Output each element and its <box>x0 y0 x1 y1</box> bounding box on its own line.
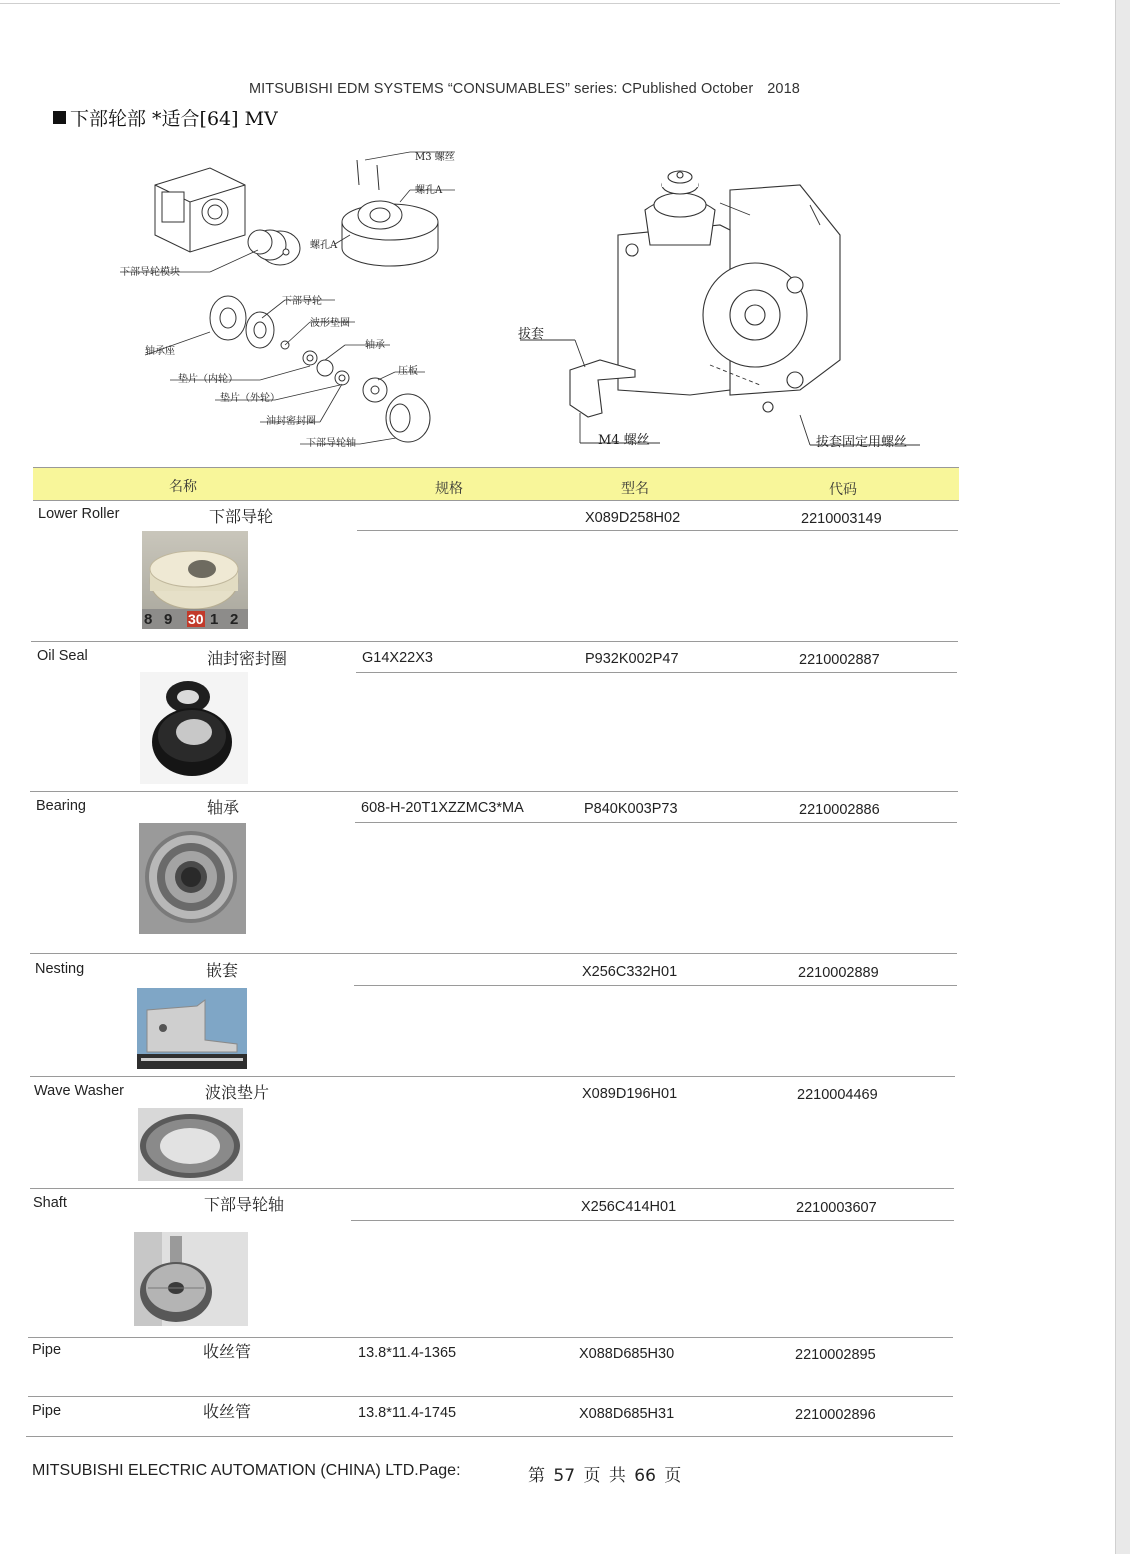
label-screw-hole-a-2: 螺孔A <box>310 240 338 251</box>
row-chinese-name: 油封密封圈 <box>207 649 288 668</box>
row-chinese-name: 下部导轮 <box>209 507 274 526</box>
label-nesting: 拔套 <box>518 327 545 342</box>
ruler-mark-1: 1 <box>210 611 219 628</box>
ruler-mark-30: 30 <box>188 611 204 627</box>
row-divider <box>355 822 957 823</box>
wave-washer-photo <box>138 1108 243 1181</box>
label-lower-roller: 下部导轮 <box>282 296 322 307</box>
row-chinese-name: 收丝管 <box>203 1342 252 1361</box>
row-model: P840K003P73 <box>584 801 678 817</box>
row-model: P932K002P47 <box>585 651 679 667</box>
row-english-name: Nesting <box>35 961 85 977</box>
row-model: X089D258H02 <box>585 510 681 526</box>
row-code: 2210004469 <box>797 1087 878 1103</box>
row-code: 2210002895 <box>795 1347 876 1363</box>
shaft-photo <box>134 1232 248 1326</box>
label-spacer-inner: 垫片（内轮） <box>178 374 238 385</box>
section-title <box>53 104 278 131</box>
row-divider <box>356 672 957 673</box>
label-bearing-seat: 轴承座 <box>145 346 175 357</box>
row-divider <box>26 1436 953 1437</box>
scan-edge <box>1115 0 1130 1554</box>
row-spec: 13.8*11.4-1745 <box>358 1405 457 1421</box>
label-bearing: 轴承 <box>365 340 385 351</box>
row-english-name: Bearing <box>36 798 86 814</box>
row-divider <box>30 1188 954 1189</box>
row-model: X256C414H01 <box>581 1199 677 1215</box>
row-divider <box>28 1337 953 1338</box>
row-english-name: Oil Seal <box>37 648 88 664</box>
row-chinese-name: 轴承 <box>207 798 240 817</box>
nesting-photo <box>137 988 247 1069</box>
row-english-name: Pipe <box>32 1403 62 1419</box>
row-code: 2210002887 <box>799 652 880 668</box>
row-spec: 608-H-20T1XZZMC3*MA <box>361 800 524 816</box>
exploded-diagram <box>110 140 470 455</box>
row-model: X088D685H31 <box>579 1406 675 1422</box>
ruler-mark-8: 8 <box>144 611 155 628</box>
top-border <box>0 3 1060 4</box>
row-model: X089D196H01 <box>582 1086 678 1102</box>
ruler-mark-2: 2 <box>230 611 239 628</box>
assembly-diagram <box>510 145 930 455</box>
square-bullet-icon <box>53 111 66 124</box>
label-spacer-outer: 垫片（外轮） <box>220 393 280 404</box>
row-divider <box>31 641 958 642</box>
section-title-text: 下部轮部 *适合[64] MV <box>70 108 278 130</box>
row-model: X256C332H01 <box>582 964 678 980</box>
row-english-name: Pipe <box>32 1342 62 1358</box>
label-m3-screw: M3 螺丝 <box>415 152 455 163</box>
label-wave-washer: 波形垫圈 <box>310 318 350 329</box>
lower-roller-photo <box>142 531 248 629</box>
row-code: 2210002889 <box>798 965 879 981</box>
row-code: 2210002886 <box>799 802 880 818</box>
assembly-diagram-drawing <box>510 145 930 455</box>
row-chinese-name: 下部导轮轴 <box>204 1195 285 1214</box>
document-header <box>249 81 800 97</box>
row-spec: G14X22X3 <box>362 650 433 666</box>
label-oil-seal: 油封密封圈 <box>266 416 316 427</box>
row-divider <box>30 953 957 954</box>
label-lower-roller-shaft: 下部导轮轴 <box>306 438 356 449</box>
publish-year: 2018 <box>767 81 800 97</box>
row-chinese-name: 波浪垫片 <box>205 1083 270 1102</box>
footer-page-number: 第 57 页 共 66 页 <box>528 1466 682 1486</box>
row-divider <box>30 1076 955 1077</box>
header-spec: 规格 <box>435 481 463 497</box>
row-divider <box>30 791 958 792</box>
row-english-name: Lower Roller <box>38 506 120 522</box>
row-chinese-name: 收丝管 <box>203 1402 252 1421</box>
row-spec: 13.8*11.4-1365 <box>358 1345 457 1361</box>
table-header <box>33 467 959 501</box>
label-screw-hole-a-1: 螺孔A <box>415 185 443 196</box>
row-chinese-name: 嵌套 <box>206 961 239 980</box>
header-name: 名称 <box>169 479 197 495</box>
row-divider <box>357 530 958 531</box>
ruler-mark-9: 9 <box>164 611 173 628</box>
header-code: 代码 <box>829 482 857 498</box>
row-divider <box>351 1220 954 1221</box>
oil-seal-photo <box>140 672 248 784</box>
publisher-text: MITSUBISHI EDM SYSTEMS “CONSUMABLES” series: CPublished October <box>249 81 754 97</box>
row-english-name: Shaft <box>33 1195 67 1211</box>
label-m4-screw: M4 螺丝 <box>598 433 650 448</box>
row-divider <box>28 1396 953 1397</box>
label-press-plate: 压板 <box>398 366 418 377</box>
row-code: 2210003607 <box>796 1200 877 1216</box>
row-code: 2210003149 <box>801 511 882 527</box>
row-english-name: Wave Washer <box>34 1083 124 1099</box>
row-model: X088D685H30 <box>579 1346 675 1362</box>
label-lower-roller-module: 下部导轮模块 <box>120 267 180 278</box>
bearing-photo <box>139 823 246 934</box>
footer-company: MITSUBISHI ELECTRIC AUTOMATION (CHINA) LTD.Page: <box>32 1462 461 1479</box>
label-nesting-fix-screw: 拔套固定用螺丝 <box>816 435 908 450</box>
row-divider <box>354 985 957 986</box>
header-model: 型名 <box>621 481 649 497</box>
row-code: 2210002896 <box>795 1407 876 1423</box>
